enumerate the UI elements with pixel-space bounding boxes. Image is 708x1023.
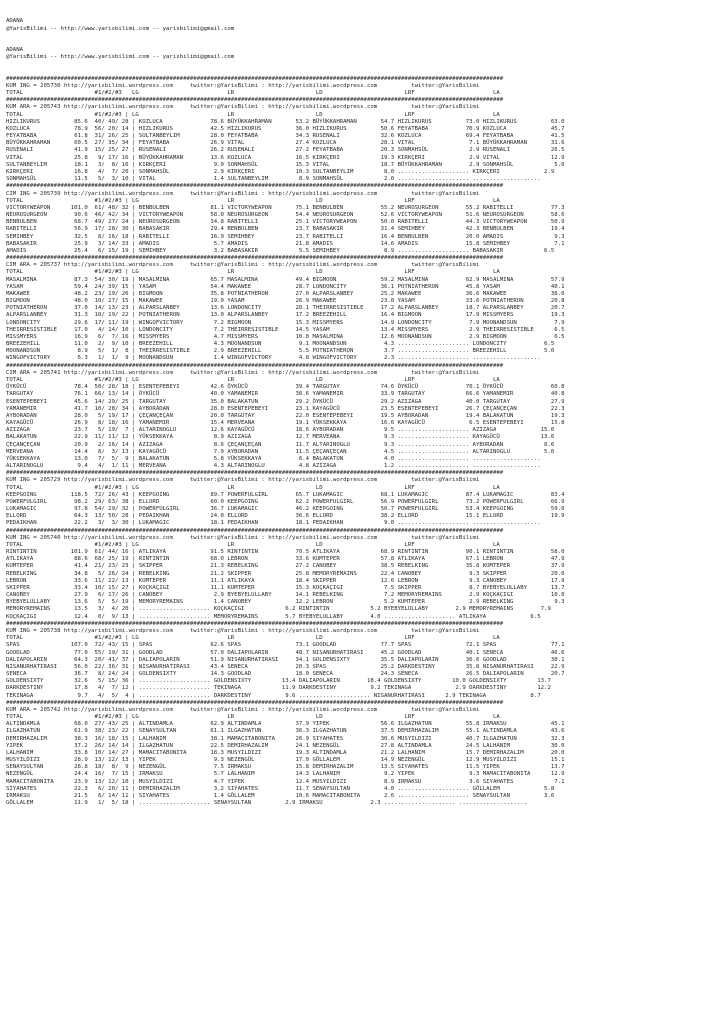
table-row: THEIRRESISTIBLE 17.0 4/ 14/ 10 | LONDONCITY 7.2 THEIRRESISTIBLE 14.5 YASAM 13.4 MISSMYERS 2.9 THEIRRESISTIBLE 6.5 (6, 326, 565, 333)
race-section (6, 76, 708, 105)
table-row: CANOBEY 27.9 6/ 17/ 26 | CANOBEY 2.9 BYEBYELULLABY 14.1 REBELKING 7.2 MEMORYREMAINS 2.9 KOÇKAÇIGI 10.0 (6, 592, 565, 599)
table-row: ILGAZHATUN 61.9 38/ 23/ 22 | SENAYSULTAN 61.1 ILGAZHATUN 36.3 ILGAZHATUN 37.5 DEMIRHAZALIM 55.1 ALTINDAMLA 43.6 (6, 728, 565, 735)
table-row: ELLORD 64.3 13/ 50/ 28 | PEDAIKHAN 24.0 ELLORD 36.6 ELLORD 38.2 ELLORD 15.1 ELLORD 19.9 (6, 513, 565, 520)
header-line: @YarisBilimi -- http://www.yarisbilimi.com -- yarisbilimi@gmail.com (6, 54, 235, 61)
table-row: TEKINAGA 9.7 4/ 5/ 4 | ..................... DARKDESTINY 9.6 ..................... NISANURHATIRASI 2.9 TEKINAGA 8.7 (6, 692, 541, 699)
table-row: ÇEÇANÇEÇAN 20.9 2/ 16/ 14 | AZIZAGA 8.6 ÇEÇANÇEÇAN 11.7 ALTARINOGLU 9.3 ..................... AYBORADAN 8.6 (6, 441, 555, 448)
race-title-line: CIM ARA = 205737 http://yarisbilimi.wordpress.com twitter:@YarisBilimi : http://yarisbilimi.wordpress.com twitter:@YarisBilimi (6, 262, 480, 269)
table-row: BÜYÜKKAHRAMAN 60.5 27/ 35/ 34 | FEYATBABA 26.9 VITAL 27.4 KOZLUCA 28.1 VITAL 7.1 BÜYÜKKAHRAMAN 31.6 (6, 140, 565, 147)
table-row: ALTINDAMLA 68.0 27/ 43/ 25 | ALTINDAMLA 62.9 ALTINDAMLA 37.9 YIPEK 56.6 ILGAZHATUN 55.8 IRMAKSU 45.1 (6, 721, 565, 728)
race-section (6, 104, 708, 190)
table-row: ATLIKAYA 88.6 68/ 25/ 19 | RINTINTIN 68.0 LEBRON 33.6 KUMTEPER 57.8 ATLIKAYA 67.1 LEBRON 47.9 (6, 556, 565, 563)
report-header (6, 18, 708, 68)
table-row: SPAS 107.0 72/ 43/ 15 | SPAS 62.6 SPAS 73.1 GOODLAD 77.7 SPAS 72.1 SPAS 77.1 (6, 642, 565, 649)
header-line: ADANA (6, 18, 24, 25)
column-header-row: TOTAL #1/#2/#3 LG LR LD LRF LA (6, 90, 500, 97)
separator-line: ################################################################################################################################################## (6, 699, 504, 706)
race-section (6, 262, 708, 370)
column-header-row: TOTAL #1/#2/#3 | LG LR LD LRF LA (6, 714, 500, 721)
table-row: DALIAPOLARIN 64.3 20/ 41/ 37 | DALIAPOLARIN 51.9 NISANURHATIRASI 34.1 GOLDENSIXTY 35.5 DALIAPOLARIN 36.6 GOODLAD 30.1 (6, 656, 565, 663)
table-row: SEMIHBEY 32.5 8/ 16/ 18 | RABITELLI 16.9 SEMIHBEY 23.7 RABITELLI 16.4 BENBULBEN 20.0 AMADIS 9.3 (6, 233, 565, 240)
header-line (6, 40, 708, 47)
table-row: SONMAHSÜL 11.5 5/ 3/ 10 | VITAL 1.4 SULTANBEYLIM 8.9 SONMAHSÜL 2.0 ..................... .................... (6, 176, 541, 183)
race-title-line: KUM ING = 205738 http://yarisbilimi.wordpress.com twitter:@YarisBilimi : http://yarisbilimi.wordpress.com twitter:@YarisBilimi (6, 628, 480, 634)
table-row: KAYAGÜCÜ 26.9 8/ 18/ 16 | YAMANEMIR 15.4 MERVEANA 19.1 YÜKSEKKAYA 16.6 KAYAGÜCÜ 6.5 ESENTEPEBEYI 15.8 (6, 420, 565, 427)
table-row: FEYATBABA 61.8 31/ 26/ 25 | SULTANBEYLIM 28.0 FEYATBABA 34.3 RUSENALI 32.6 KOZLUCA 69.4 FEYATBABA 41.5 (6, 133, 565, 140)
separator-line: ################################################################################################################################################## (6, 620, 504, 627)
column-header-row: TOTAL #1/#2/#3 | LG LR LD LRF LA (6, 635, 500, 642)
separator-line: ################################################################################################################################################## (6, 527, 504, 534)
table-row: BYEBYELULLABY 13.6 5/ 5/ 19 | MEMORYREMAINS 1.4 CANOBEY 12.2 LEBRON 5.2 KUMTEPER 2.9 REBELKING 9.3 (6, 599, 565, 606)
table-row: DARKDESTINY 17.8 4/ 7/ 12 | ..................... TEKINAGA 11.9 DARKDESTINY 9.2 TEKINAGA 2.9 DARKDESTINY 12.2 (6, 685, 551, 692)
race-section (6, 628, 708, 707)
table-row: SKIPPER 33.4 10/ 15/ 27 | KOÇKAÇIGI 11.1 KUMTEPER 15.3 KOÇKAÇIGI 7.5 SKIPPER 8.7 BYEBYELULLABY 13.7 (6, 584, 565, 591)
table-row: VITAL 25.8 9/ 17/ 16 | BÜYÜKKAHRAMAN 13.6 KOZLUCA 16.5 KIRKÇERI 19.3 KIRKÇERI 2.9 VITAL 12.9 (6, 154, 565, 161)
header-line (6, 33, 708, 40)
race-title-line: KUM ING = 205740 http://yarisbilimi.wordpress.com twitter:@YarisBilimi : http://yarisbilimi.wordpress.com twitter:@YarisBilimi (6, 534, 480, 541)
race-title-line: KUM ING = 205730 http://yarisbilimi.wordpress.com twitter:@YarisBilimi : http://yarisbilimi.wordpress.com twitter:@YarisBilimi (6, 82, 480, 89)
table-row: VICTORYWEAPON 101.0 61/ 48/ 32 | BENBULBEN 81.1 VICTORYWEAPON 75.1 BENBULBEN 55.2 NEUROSURGEON 55.2 RABITELLI 77.3 (6, 204, 565, 211)
header-line: ADANA (6, 47, 24, 54)
race-section (6, 370, 708, 478)
table-row: LALHANIM 33.8 10/ 14/ 27 | MAMACITABONITA 18.3 MUSYILDIZI 19.3 ALTINDAMLA 21.2 LALHANIM 15.7 DEMIRHAZALIM 20.0 (6, 749, 565, 756)
column-header-row: TOTAL #1/#2/#3 | LG LR LD LRF LA (6, 269, 500, 276)
table-row: SENECA 36.7 8/ 24/ 24 | GOLDENSIXTY 14.3 GOODLAD 18.0 SENECA 24.3 SENECA 26.5 DALIAPOLARIN 20.7 (6, 671, 565, 678)
table-row: NEZENGÜL 24.4 16/ 7/ 15 | IRMAKSU 5.7 LALHANIM 14.3 LALHANIM 9.2 YIPEK 9.3 MAMACITABONITA 12.9 (6, 771, 565, 778)
table-row: BABASAKIR 25.9 3/ 14/ 33 | AMADIS 5.7 AMADIS 21.8 AMADIS 14.6 AMADIS 15.8 SEMIHBEY 7.1 (6, 240, 565, 247)
separator-line: ################################################################################################################################################## (6, 362, 504, 369)
race-section (6, 477, 708, 534)
table-row: BENBULBEN 68.7 49/ 27/ 24 | NEUROSURGEON 34.8 RABITELLI 25.1 VICTORYWEAPON 50.0 RABITELLI 44.3 VICTORYWEAPON 50.9 (6, 219, 565, 226)
table-row: ESENTEPEBEYI 45.6 14/ 29/ 25 | TARGUTAY 35.0 BALAKATUN 29.2 ÖYKÜCÜ 29.2 AZIZAGA 40.0 TARGUTAY 27.9 (6, 398, 565, 405)
table-row: NISANURHATIRASI 56.0 22/ 36/ 31 | NISANURHATIRASI 43.4 SENECA 20.3 SPAS 25.2 DARKDESTINY 35.8 NISANURHATIRASI 22.9 (6, 663, 565, 670)
table-row: MEMORYREMAINS 13.5 3/ 4/ 20 | ..................... KOÇKAÇIGI 6.2 RINTINTIN 5.2 BYEBYELULLABY 2.9 MEMORYREMAINS 7.9 (6, 606, 551, 613)
race-section (6, 535, 708, 628)
table-row: RUSENALI 41.9 15/ 25/ 27 | RUSENALI 26.2 RUSENALI 27.2 FEYATBABA 20.3 SONMAHSÜL 2.9 RUSENALI 26.5 (6, 147, 565, 154)
table-row: ALPARSLANBEY 31.3 10/ 19/ 22 | POTNIATHERON 13.0 ALPARSLANBEY 17.2 BREEZEHILL 16.4 BIGMOON 17.9 MISSMYERS 19.3 (6, 312, 565, 319)
table-row: YAMANEMIR 41.7 10/ 28/ 34 | AYBORADAN 28.0 ESENTEPEBEYI 23.1 KAYAGÜCÜ 23.5 ESENTEPEBEYI 26.7 ÇEÇANÇEÇAN 22.3 (6, 405, 565, 412)
separator-line: ################################################################################################################################################## (6, 183, 504, 190)
table-row: MUSYILDIZI 28.9 13/ 12/ 13 | YIPEK 9.3 NEZENGÜL 17.0 GÖLLALEM 14.9 NEZENGÜL 12.9 MUSYILDIZI 15.1 (6, 757, 565, 764)
header-line (6, 61, 708, 68)
header-line: @YarisBilimi -- http://www.yarisbilimi.com -- yarisbilimi@gmail.com (6, 25, 235, 32)
table-row: KUMTEPER 41.4 21/ 23/ 23 | SKIPPER 21.3 REBELKING 27.2 CANOBEY 38.5 REBELKING 35.8 KUMTEPER 37.9 (6, 563, 565, 570)
race-section (6, 707, 708, 807)
table-row: KOÇKAÇIGI 12.4 0/ 9/ 13 | ..................... MEMORYREMAINS 5.7 BYEBYELULLABY 4.0 ..................... ATLIKAYA 6.5 (6, 613, 541, 620)
table-row: RINTINTIN 101.9 61/ 44/ 16 | ATLIKAYA 91.5 RINTINTIN 70.5 ATLIKAYA 68.9 RINTINTIN 90.1 RINTINTIN 58.0 (6, 549, 565, 556)
table-row: PEDAIKHAN 22.2 3/ 3/ 30 | LUKAMAGIC 18.1 PEDAIKHAN 18.1 PEDAIKHAN 9.0 ..................... .................... (6, 520, 541, 527)
table-row: MOONANDSUN 8.9 5/ 1/ 8 | THEIRRESISTIBLE 2.9 BREEZEHILL 5.5 POTNIATHERON 3.7 ..................... BREEZEHILL 5.0 (6, 348, 555, 355)
table-row: MERVEANA 14.4 8/ 3/ 13 | KAYAGÜCÜ 7.9 AYBORADAN 11.5 ÇEÇANÇEÇAN 4.5 ..................... ALTARINOGLU 5.0 (6, 448, 555, 455)
separator-line: ################################################################################################################################################## (6, 255, 504, 262)
race-title-line: CIM ARA = 205741 http://yarisbilimi.wordpress.com twitter:@YarisBilimi : http://yarisbilimi.wordpress.com twitter:@YarisBilimi (6, 369, 480, 376)
table-row: BALAKATUN 22.9 11/ 11/ 12 | YÜKSEKKAYA 8.9 AZIZAGA 12.7 MERVEANA 9.3 ..................... KAYAGÜCÜ 13.6 (6, 434, 555, 441)
table-row: AZIZAGA 23.7 5/ 19/ 7 | ALTARINOGLU 12.6 KAYAGÜCÜ 18.6 AYBORADAN 9.5 ..................... AZIZAGA 15.0 (6, 427, 555, 434)
race-title-line: KUM ARA = 205742 http://yarisbilimi.wordpress.com twitter:@YarisBilimi : http://yarisbilimi.wordpress.com twitter:@YarisBilimi (6, 706, 480, 713)
table-row: SIYAHATES 22.3 6/ 20/ 11 | DEMIRHAZALIM 3.2 SIYAHATES 11.7 SENAYSULTAN 4.0 ..................... GÖLLALEM 5.8 (6, 785, 555, 792)
separator-line: ################################################################################################################################################## (6, 97, 504, 104)
table-row: YIPEK 37.2 26/ 14/ 14 | ILGAZHATUN 22.5 DEMIRHAZALIM 24.1 NEZENGÜL 27.8 ALTINDAMLA 24.5 LALHANIM 30.0 (6, 742, 565, 749)
table-row: KIRKÇERI 16.8 4/ 7/ 20 | SONMAHSÜL 2.9 KIRKÇERI 10.3 SULTANBEYLIM 8.0 ..................... KIRKÇERI 2.9 (6, 169, 555, 175)
table-row: MAKAWEE 48.2 23/ 19/ 26 | BIGMOON 35.8 POTNIATHERON 27.0 ALPARSLANBEY 25.2 MAKAWEE 36.6 MAKAWEE 38.0 (6, 290, 565, 297)
table-row: ÖYKÜCÜ 78.4 50/ 28/ 18 | ESENTEPEBEYI 42.6 ÖYKÜCÜ 39.4 TARGUTAY 74.6 ÖYKÜCÜ 70.1 ÖYKÜCÜ 60.8 (6, 384, 565, 391)
table-row: BREEZEHILL 11.0 2/ 9/ 10 | BREEZEHILL 4.3 MOONANDSUN 9.1 MOONANDSUN 4.3 ..................... LONDONCITY 6.5 (6, 341, 555, 348)
table-row: REBELKING 34.8 5/ 26/ 24 | REBELKING 21.2 SKIPPER 25.8 MEMORYREMAINS 22.4 CANOBEY 9.3 SKIPPER 20.0 (6, 570, 565, 577)
table-row: MAMACITABONITA 23.9 13/ 12/ 10 | MUSYILDIZI 4.7 YIPEK 12.4 MUSYILDIZI 8.9 IRMAKSU 3.6 SIYAHATES 7.1 (6, 778, 565, 785)
race-title-line: KUM ARA = 205743 http://yarisbilimi.wordpress.com twitter:@YarisBilimi : http://yarisbilimi.wordpress.com twitter:@YarisBilimi (6, 104, 480, 111)
column-header-row: TOTAL #1/#2/#3 | LG LR LD LRF LA (6, 541, 500, 548)
table-row: GOODLAD 77.0 55/ 19/ 31 | GOODLAD 57.0 DALIAPOLARIN 48.7 NISANURHATIRASI 45.2 GOODLAD 40.1 SENECA 46.6 (6, 649, 565, 656)
table-row: GÖLLALEM 11.9 1/ 5/ 18 | ..................... SENAYSULTAN 2.9 IRMAKSU 2.3 ..................... .................... (6, 800, 528, 807)
table-row: AYBORADAN 28.0 5/ 19/ 17 | ÇEÇANÇEÇAN 20.0 TARGUTAY 22.0 ESENTEPEBEYI 19.5 AYBORADAN 19.4 BALAKATUN 19.3 (6, 412, 565, 419)
table-row: NEUROSURGEON 90.6 46/ 42/ 34 | VICTORYWEAPON 58.0 NEUROSURGEON 54.4 NEUROSURGEON 52.6 VICTORYWEAPON 51.6 NEUROSURGEON 58.6 (6, 212, 565, 219)
table-row: MISSMYERS 16.9 6/ 7/ 16 | MISSMYERS 4.7 MISSMYERS 10.8 MASALMINA 12.6 MOONANDSUN 2.9 BIGMOON 6.5 (6, 333, 565, 340)
table-row: RABITELLI 56.9 17/ 28/ 30 | BABASAKIR 29.4 BENBULBEN 23.7 BABASAKIR 31.4 SEMIHBEY 42.3 BENBULBEN 19.4 (6, 226, 565, 233)
table-row: SULTANBEYLIM 18.1 3/ 8/ 16 | KIRKÇERI 9.0 SONMAHSÜL 15.3 VITAL 18.7 BÜYÜKKAHRAMAN 2.9 SONMAHSÜL 5.0 (6, 161, 565, 168)
table-row: HIZLIKURUS 85.6 40/ 49/ 28 | KOZLUCA 78.6 BÜYÜKKAHRAMAN 53.2 BÜYÜKKAHRAMAN 54.7 HIZLIKURUS 73.0 HIZLIKURUS 63.0 (6, 118, 565, 125)
column-header-row: TOTAL #1/#2/#3 | LG LR LD LRF LA (6, 376, 500, 383)
table-row: BIGMOON 48.0 10/ 27/ 15 | MAKAWEE 19.0 YASAM 26.9 MAKAWEE 23.8 YASAM 33.6 POTNIATHERON 20.8 (6, 298, 565, 305)
table-row: LONDONCITY 29.6 17/ 11/ 19 | WINGOFVICTORY 7.2 BIGMOON 15.3 MISSMYERS 14.9 LONDONCITY 7.9 MOONANDSUN 7.9 (6, 319, 565, 326)
column-header-row: TOTAL #1/#2/#3 | LG LR LD LRF LA (6, 484, 500, 491)
table-row: IRMAKSU 21.5 6/ 14/ 11 | SIYAHATES 1.4 GÖLLALEM 10.6 MAMACITABONITA 2.6 ..................... SENAYSULTAN 3.6 (6, 792, 555, 799)
column-header-row: TOTAL #1/#2/#3 | LG LR LD LRF LA (6, 111, 500, 118)
race-title-line: CIM ING = 205739 http://yarisbilimi.wordpress.com twitter:@YarisBilimi : http://yarisbilimi.wordpress.com twitter:@YarisBilimi (6, 190, 480, 197)
table-row: WINGOFVICTORY 6.3 1/ 1/ 9 | MOONANDSUN 1.4 WINGOFVICTORY 4.8 WINGOFVICTORY 2.3 ..................... .................... (6, 355, 541, 362)
table-row: DEMIRHAZALIM 38.3 16/ 18/ 15 | LALHANIM 38.1 MAMACITABONITA 26.9 SIYAHATES 30.6 MUSYILDIZI 40.7 ILGAZHATUN 32.3 (6, 735, 565, 742)
separator-line: ################################################################################################################################################## (6, 75, 504, 82)
table-row: SENAYSULTAN 28.8 18/ 8/ 9 | NEZENGÜL 7.5 IRMAKSU 15.8 DEMIRHAZALIM 13.5 SIYAHATES 11.5 YIPEK 13.7 (6, 764, 565, 771)
separator-line: ################################################################################################################################################## (6, 470, 504, 477)
table-row: TARGUTAY 76.1 66/ 13/ 14 | ÖYKÜCÜ 40.0 YAMANEMIR 30.6 YAMANEMIR 33.9 TARGUTAY 66.6 YAMANEMIR 40.8 (6, 391, 565, 398)
table-row: YÜKSEKKAYA 13.0 7/ 5/ 9 | BALAKATUN 5.8 YÜKSEKKAYA 6.4 BALAKATUN 4.0 ..................... .................... (6, 455, 541, 462)
table-row: MASALMINA 87.3 54/ 30/ 19 | MASALMINA 65.7 MASALMINA 49.4 BIGMOON 59.2 MASALMINA 62.9 MASALMINA 57.9 (6, 276, 565, 283)
table-row: AMADIS 25.4 6/ 15/ 19 | SEMIHBEY 3.2 BABASAKIR 5.5 SEMIHBEY 8.9 ..................... BABASAKIR 6.5 (6, 247, 555, 254)
table-row: YASAM 59.4 24/ 39/ 15 | YASAM 54.4 MAKAWEE 28.7 LONDONCITY 36.1 POTNIATHERON 45.8 YASAM 40.1 (6, 283, 565, 290)
table-row: KEEPGOING 118.5 72/ 26/ 43 | KEEPGOING 89.7 POWERFULGIRL 65.7 LUKAMAGIC 68.1 LUKAMAGIC 87.4 LUKAMAGIC 83.4 (6, 491, 565, 498)
table-row: POTNIATHERON 37.0 14/ 13/ 23 | ALPARSLANBEY 13.6 LONDONCITY 20.1 THEIRRESISTIBLE 17.2 ALPARSLANBEY 18.7 ALPARSLANBEY 20.7 (6, 305, 565, 312)
column-header-row: TOTAL #1/#2/#3 | LG LR LD LRF LA (6, 197, 500, 204)
table-row: LUKAMAGIC 97.8 54/ 29/ 32 | POWERFULGIRL 36.7 LUKAMAGIC 46.2 KEEPGOING 56.7 POWERFULGIRL 53.4 KEEPGOING 59.0 (6, 506, 565, 513)
race-title-line: KUM ING = 205729 http://yarisbilimi.wordpress.com twitter:@YarisBilimi : http://yarisbilimi.wordpress.com twitter:@YarisBilimi (6, 477, 480, 484)
table-row: POWERFULGIRL 98.2 29/ 63/ 38 | ELLORD 60.0 KEEPGOING 62.2 POWERFULGIRL 56.9 POWERFULGIRL 73.2 POWERFULGIRL 66.9 (6, 498, 565, 505)
table-row: LEBRON 33.6 11/ 22/ 13 | KUMTEPER 11.1 ATLIKAYA 18.4 SKIPPER 12.6 LEBRON 9.3 CANOBEY 17.9 (6, 577, 565, 584)
table-row: KOZLUCA 78.9 56/ 20/ 14 | HIZLIKURUS 42.5 HIZLIKURUS 36.0 HIZLIKURUS 50.6 FEYATBABA 70.9 KOZLUCA 45.7 (6, 125, 565, 132)
table-row: ALTARINOGLU 9.4 4/ 1/ 11 | MERVEANA 4.3 ALTARINOGLU 4.8 AZIZAGA 1.2 ..................... .................... (6, 463, 541, 470)
table-row: GOLDENSIXTY 32.6 5/ 15/ 36 | ..................... GOLDENSIXTY 13.4 DALIAPOLARIN 18.4 GOLDENSIXTY 10.0 GOLDENSIXTY 13.7 (6, 678, 551, 685)
race-section (6, 191, 708, 263)
